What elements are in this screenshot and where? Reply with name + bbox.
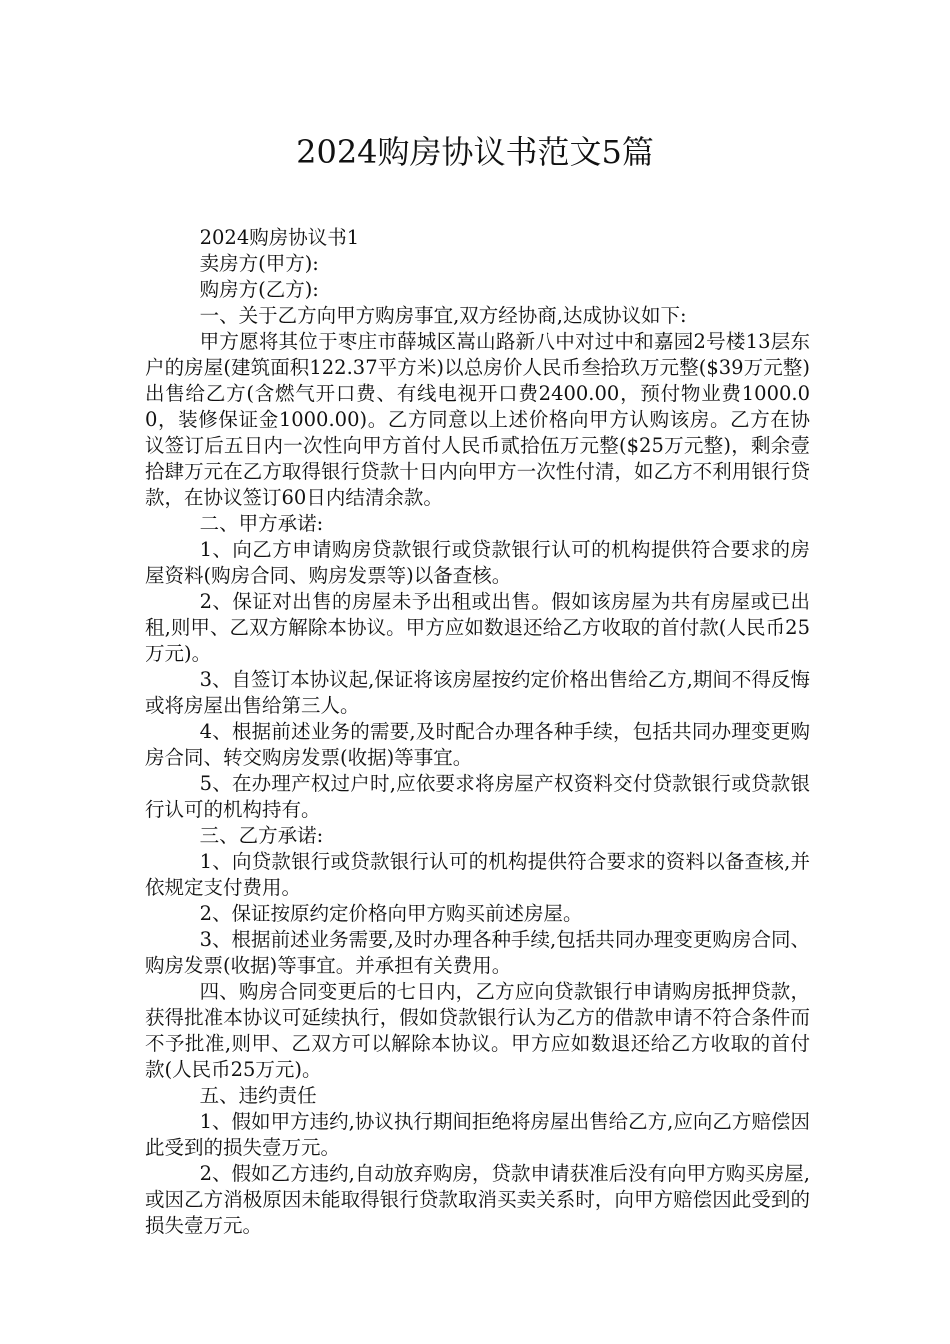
paragraph: 1、假如甲方违约,协议执行期间拒绝将房屋出售给乙方,应向乙方赔偿因此受到的损失壹万元。: [145, 1110, 810, 1159]
paragraph: 5、在办理产权过户时,应依要求将房屋产权资料交付贷款银行或贷款银行认可的机构持有。: [145, 772, 810, 821]
paragraph: 4、根据前述业务的需要,及时配合办理各种手续，包括共同办理变更购房合同、转交购房发票(收据)等事宜。: [145, 720, 810, 769]
paragraph: 1、向乙方申请购房贷款银行或贷款银行认可的机构提供符合要求的房屋资料(购房合同、购房发票等)以备查核。: [145, 538, 810, 587]
buyer-line: 购房方(乙方):: [199, 278, 319, 301]
paragraph: 2、保证对出售的房屋未予出租或出售。假如该房屋为共有房屋或已出租,则甲、乙双方解除本协议。甲方应如数退还给乙方收取的首付款(人民币25万元)。: [145, 590, 810, 665]
paragraph: 2、保证按原约定价格向甲方购买前述房屋。: [199, 902, 583, 925]
paragraph: 甲方愿将其位于枣庄市薛城区嵩山路新八中对过中和嘉园2号楼13层东户的房屋(建筑面积122.37平方米)以总房价人民币叁拾玖万元整($39万元整)出售给乙方(含燃气开口费、有线电视开口费2400.00，预付物业费1000.00，装修保证金1000.00)。乙方同意以上述价格向甲方认购该房。乙方在协议签订后五日内一次性向甲方首付人民币贰拾伍万元整($25万元整)，剩余壹拾肆万元在乙方取得银行贷款十日内向甲方一次性付清，如乙方不利用银行贷款，在协议签订60日内结清余款。: [145, 330, 810, 509]
clause-heading: 一、关于乙方向甲方购房事宜,双方经协商,达成协议如下:: [199, 304, 687, 327]
clause-heading: 五、违约责任: [199, 1084, 317, 1107]
document-title: 2024购房协议书范文5篇: [296, 133, 654, 171]
paragraph: 3、自签订本协议起,保证将该房屋按约定价格出售给乙方,期间不得反悔或将房屋出售给第三人。: [145, 668, 810, 717]
seller-line: 卖房方(甲方):: [199, 252, 319, 275]
section-heading: 2024购房协议书1: [199, 226, 360, 249]
clause-heading: 三、乙方承诺:: [199, 824, 324, 847]
paragraph: 2、假如乙方违约,自动放弃购房，贷款申请获准后没有向甲方购买房屋,或因乙方消极原因未能取得银行贷款取消买卖关系时，向甲方赔偿因此受到的损失壹万元。: [145, 1162, 810, 1237]
paragraph: 3、根据前述业务需要,及时办理各种手续,包括共同办理变更购房合同、购房发票(收据)等事宜。并承担有关费用。: [145, 928, 810, 977]
paragraph: 四、购房合同变更后的七日内，乙方应向贷款银行申请购房抵押贷款，获得批准本协议可延续执行，假如贷款银行认为乙方的借款申请不符合条件而不予批准,则甲、乙双方可以解除本协议。甲方应如数退还给乙方收取的首付款(人民币25万元)。: [145, 980, 810, 1081]
clause-heading: 二、甲方承诺:: [199, 512, 324, 535]
document-body: [145, 225, 810, 1239]
paragraph: 1、向贷款银行或贷款银行认可的机构提供符合要求的资料以备查核,并依规定支付费用。: [145, 850, 810, 899]
